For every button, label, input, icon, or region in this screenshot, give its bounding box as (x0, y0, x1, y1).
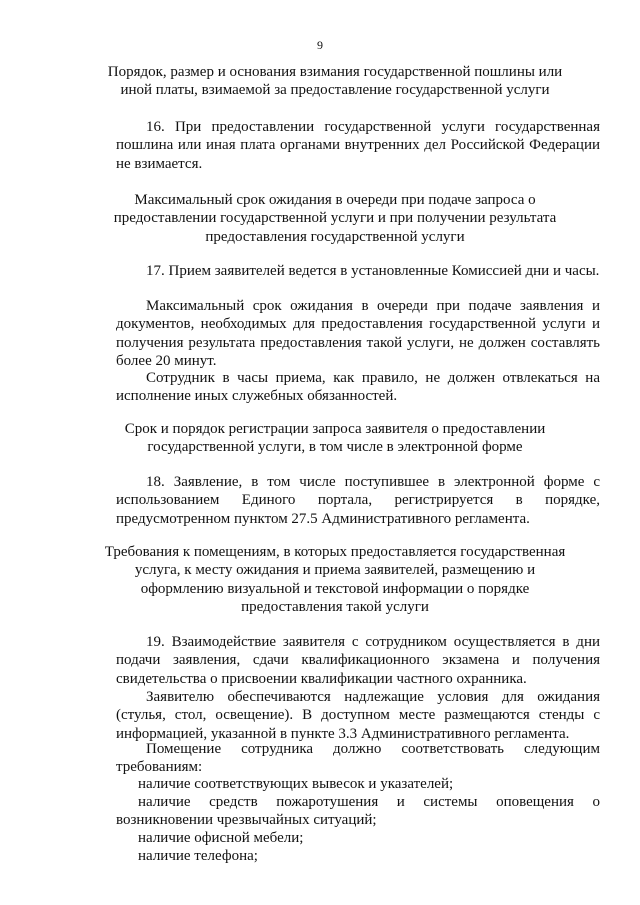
paragraph-16: 16. При предоставлении государственной услуги государственная пошлина или иная плата органами внутренних дел Российской Федерации не взимается. (116, 119, 600, 172)
list-item: наличие телефона; (138, 848, 258, 864)
page-number: 9 (317, 38, 323, 52)
list-item: наличие соответствующих вывесок и указателей; (138, 776, 454, 792)
list-item: наличие средств пожаротушения и системы оповещения о возникновении чрезвычайных ситуаций; (116, 794, 600, 829)
list-item: наличие офисной мебели; (138, 830, 304, 846)
paragraph-17-max-wait: Максимальный срок ожидания в очереди при подаче заявления и документов, необходимых для предоставления государственной услуги и получения результата предоставления такой услуги, не должен составлять более 20 минут. (116, 298, 600, 370)
paragraph-19: 19. Взаимодействие заявителя с сотрудником осуществляется в дни подачи заявления, сдачи квалификационного экзамена и получения свидетельства о присвоении квалификации частного охранника. (116, 634, 600, 687)
section-heading-fee: Порядок, размер и основания взимания государственной пошлины или иной платы, взимаемой за предоставление государственной услуги (107, 64, 563, 99)
section-heading-queue: Максимальный срок ожидания в очереди при подаче запроса о предоставлении государственной услуги и при получении результата предоставления государственной услуги (113, 192, 557, 245)
paragraph-19-requirements: Помещение сотрудника должно соответствовать следующим требованиям: (116, 741, 600, 776)
paragraph-18: 18. Заявление, в том числе поступившее в электронной форме с использованием Единого портала, регистрируется в порядке, предусмотренном пунктом 27.5 Административного регламента. (116, 474, 600, 527)
paragraph-17-staff: Сотрудник в часы приема, как правило, не должен отвлекаться на исполнение иных служебных обязанностей. (116, 370, 600, 405)
section-heading-premises: Требования к помещениям, в которых предоставляется государственная услуга, к месту ожидания и приема заявителей, размещению и оформлению визуальной и текстовой информации о порядке предоставления такой услуги (104, 544, 566, 616)
paragraph-19-conditions: Заявителю обеспечиваются надлежащие условия для ожидания (стулья, стол, освещение). В доступном месте размещаются стенды с информацией, указанной в пункте 3.3 Административного регламента. (116, 689, 600, 742)
paragraph-17: 17. Прием заявителей ведется в установленные Комиссией дни и часы. (146, 263, 600, 279)
section-heading-registration: Срок и порядок регистрации запроса заявителя о предоставлении государственной услуги, в том числе в электронной форме (124, 421, 546, 456)
